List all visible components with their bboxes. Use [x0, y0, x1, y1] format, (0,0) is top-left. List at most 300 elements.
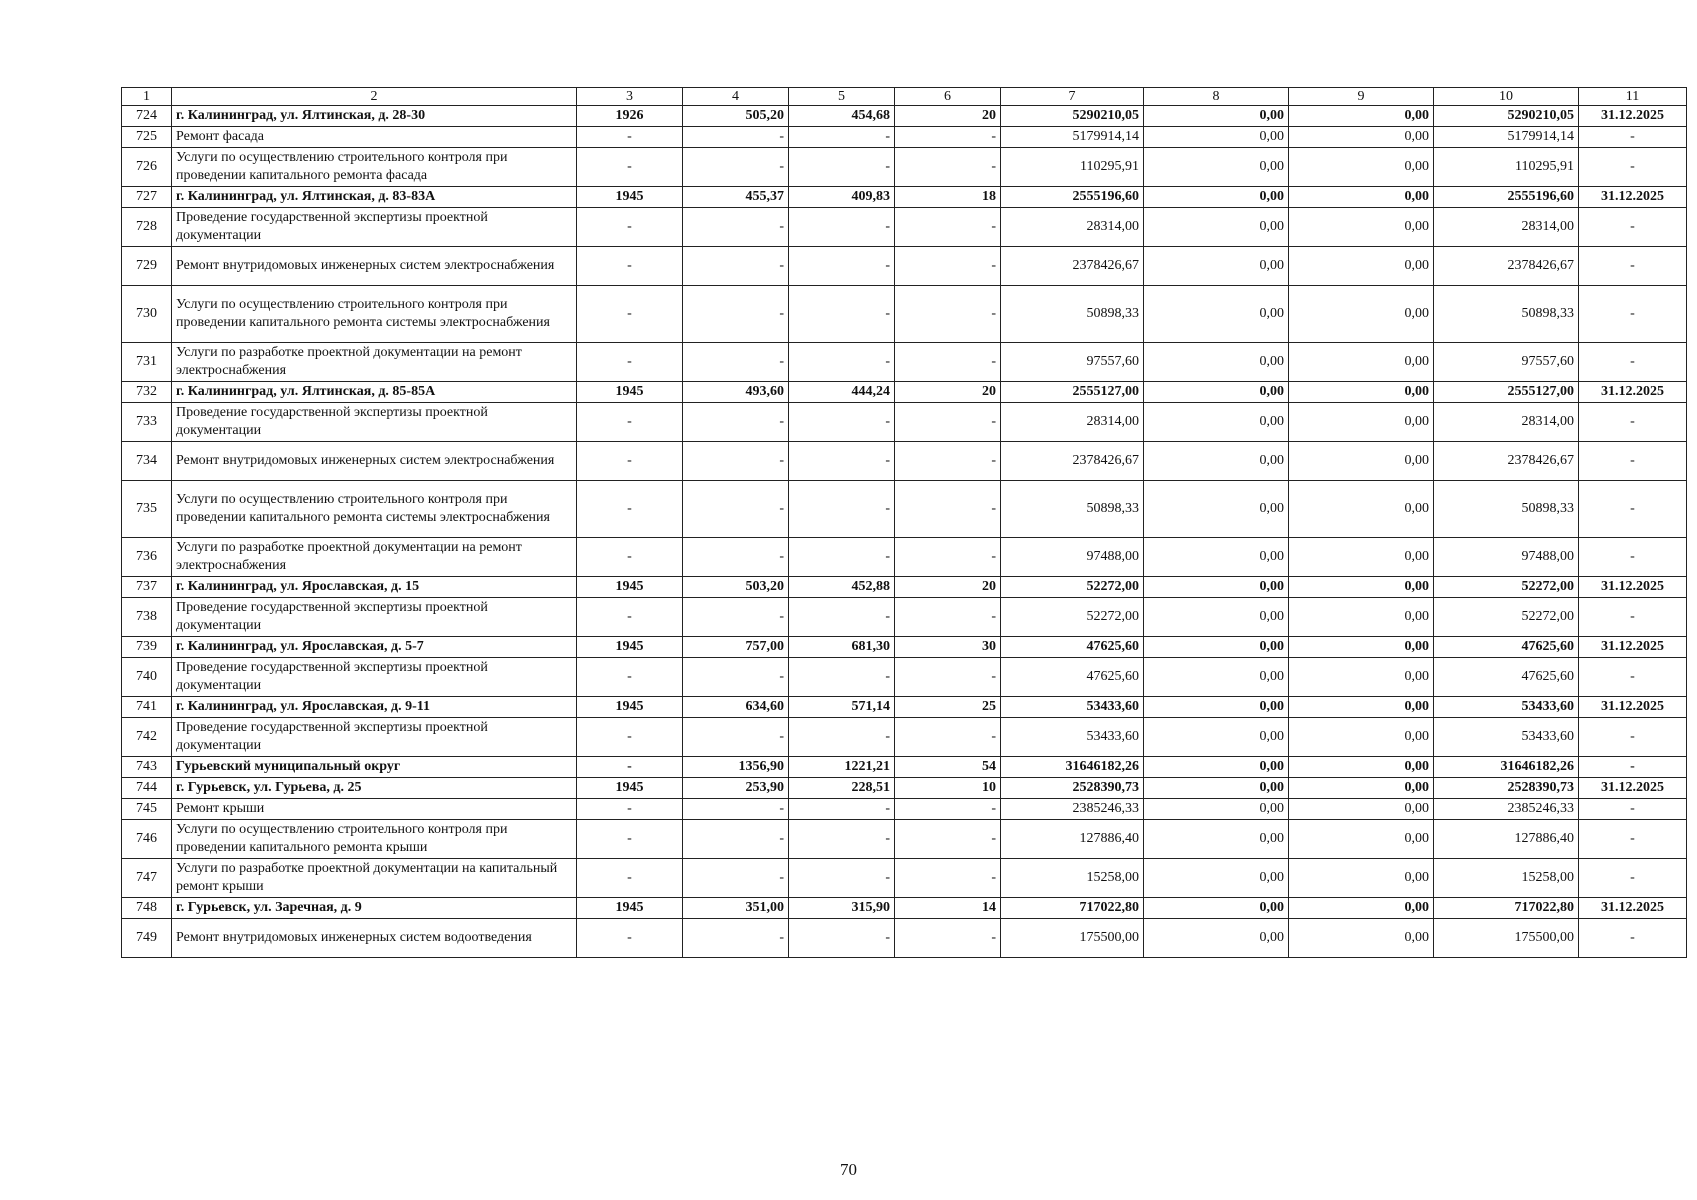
- year-cell: -: [577, 757, 683, 778]
- work-item-row: [122, 919, 1687, 958]
- total-area-cell: -: [683, 148, 789, 187]
- cost-col10-cell: 52272,00: [1434, 577, 1579, 598]
- work-item-row: [122, 247, 1687, 286]
- total-cost-cell: 97557,60: [1001, 343, 1144, 382]
- total-cost-cell: 2555127,00: [1001, 382, 1144, 403]
- cost-col10-cell: 28314,00: [1434, 208, 1579, 247]
- cost-col8-cell: 0,00: [1144, 898, 1289, 919]
- residents-cell: -: [895, 538, 1001, 577]
- residents-cell: -: [895, 148, 1001, 187]
- address-row: [122, 697, 1687, 718]
- cost-col8-cell: 0,00: [1144, 637, 1289, 658]
- cost-col8-cell: 0,00: [1144, 343, 1289, 382]
- row-number-cell: 732: [122, 382, 172, 403]
- row-number-cell: 739: [122, 637, 172, 658]
- description-cell: г. Гурьевск, ул. Гурьева, д. 25: [172, 778, 577, 799]
- deadline-cell: -: [1579, 859, 1687, 898]
- cost-col9-cell: 0,00: [1289, 187, 1434, 208]
- year-cell: 1945: [577, 778, 683, 799]
- year-cell: -: [577, 859, 683, 898]
- residents-cell: 18: [895, 187, 1001, 208]
- living-area-cell: 454,68: [789, 106, 895, 127]
- cost-col9-cell: 0,00: [1289, 208, 1434, 247]
- deadline-cell: -: [1579, 343, 1687, 382]
- cost-col8-cell: 0,00: [1144, 148, 1289, 187]
- cost-col8-cell: 0,00: [1144, 403, 1289, 442]
- cost-col8-cell: 0,00: [1144, 697, 1289, 718]
- cost-col9-cell: 0,00: [1289, 697, 1434, 718]
- column-header: 6: [895, 88, 1001, 106]
- column-header: 9: [1289, 88, 1434, 106]
- cost-col9-cell: 0,00: [1289, 658, 1434, 697]
- column-header: 11: [1579, 88, 1687, 106]
- column-header: 8: [1144, 88, 1289, 106]
- row-number-cell: 733: [122, 403, 172, 442]
- description-cell: Услуги по разработке проектной документации на капитальный ремонт крыши: [172, 859, 577, 898]
- cost-col8-cell: 0,00: [1144, 442, 1289, 481]
- row-number-cell: 729: [122, 247, 172, 286]
- residents-cell: -: [895, 343, 1001, 382]
- row-number-cell: 731: [122, 343, 172, 382]
- living-area-cell: -: [789, 538, 895, 577]
- column-header: 3: [577, 88, 683, 106]
- deadline-cell: -: [1579, 598, 1687, 637]
- cost-col10-cell: 2385246,33: [1434, 799, 1579, 820]
- cost-col8-cell: 0,00: [1144, 208, 1289, 247]
- deadline-cell: -: [1579, 148, 1687, 187]
- residents-cell: -: [895, 718, 1001, 757]
- description-cell: Услуги по разработке проектной документации на ремонт электроснабжения: [172, 538, 577, 577]
- address-row: [122, 577, 1687, 598]
- year-cell: 1945: [577, 637, 683, 658]
- description-cell: г. Калининград, ул. Ярославская, д. 9-11: [172, 697, 577, 718]
- deadline-cell: -: [1579, 127, 1687, 148]
- residents-cell: -: [895, 403, 1001, 442]
- cost-col10-cell: 127886,40: [1434, 820, 1579, 859]
- cost-col8-cell: 0,00: [1144, 919, 1289, 958]
- row-number-cell: 748: [122, 898, 172, 919]
- deadline-cell: -: [1579, 820, 1687, 859]
- total-area-cell: -: [683, 718, 789, 757]
- cost-col10-cell: 2528390,73: [1434, 778, 1579, 799]
- row-number-cell: 728: [122, 208, 172, 247]
- cost-col10-cell: 97557,60: [1434, 343, 1579, 382]
- repair-register-table: [121, 87, 1687, 958]
- total-cost-cell: 50898,33: [1001, 481, 1144, 538]
- year-cell: 1945: [577, 187, 683, 208]
- address-row: [122, 637, 1687, 658]
- total-area-cell: -: [683, 208, 789, 247]
- deadline-cell: -: [1579, 919, 1687, 958]
- description-cell: Ремонт внутридомовых инженерных систем электроснабжения: [172, 442, 577, 481]
- residents-cell: 20: [895, 382, 1001, 403]
- total-area-cell: -: [683, 658, 789, 697]
- deadline-cell: -: [1579, 442, 1687, 481]
- cost-col9-cell: 0,00: [1289, 919, 1434, 958]
- work-item-row: [122, 658, 1687, 697]
- living-area-cell: -: [789, 658, 895, 697]
- year-cell: -: [577, 208, 683, 247]
- cost-col10-cell: 15258,00: [1434, 859, 1579, 898]
- address-row: [122, 187, 1687, 208]
- deadline-cell: -: [1579, 538, 1687, 577]
- living-area-cell: -: [789, 799, 895, 820]
- cost-col10-cell: 53433,60: [1434, 697, 1579, 718]
- living-area-cell: 315,90: [789, 898, 895, 919]
- total-cost-cell: 52272,00: [1001, 598, 1144, 637]
- cost-col8-cell: 0,00: [1144, 106, 1289, 127]
- year-cell: -: [577, 403, 683, 442]
- total-area-cell: 253,90: [683, 778, 789, 799]
- residents-cell: -: [895, 799, 1001, 820]
- cost-col8-cell: 0,00: [1144, 718, 1289, 757]
- description-cell: Услуги по осуществлению строительного контроля при проведении капитального ремонта системы электроснабжения: [172, 481, 577, 538]
- deadline-cell: -: [1579, 757, 1687, 778]
- table-body: [122, 88, 1687, 958]
- year-cell: 1945: [577, 898, 683, 919]
- work-item-row: [122, 820, 1687, 859]
- description-cell: Проведение государственной экспертизы проектной документации: [172, 718, 577, 757]
- description-cell: Услуги по осуществлению строительного контроля при проведении капитального ремонта крыши: [172, 820, 577, 859]
- living-area-cell: -: [789, 919, 895, 958]
- deadline-cell: 31.12.2025: [1579, 778, 1687, 799]
- row-number-cell: 730: [122, 286, 172, 343]
- cost-col8-cell: 0,00: [1144, 538, 1289, 577]
- description-cell: Проведение государственной экспертизы проектной документации: [172, 598, 577, 637]
- deadline-cell: -: [1579, 718, 1687, 757]
- description-cell: Проведение государственной экспертизы проектной документации: [172, 658, 577, 697]
- cost-col8-cell: 0,00: [1144, 127, 1289, 148]
- living-area-cell: 409,83: [789, 187, 895, 208]
- cost-col10-cell: 717022,80: [1434, 898, 1579, 919]
- cost-col9-cell: 0,00: [1289, 718, 1434, 757]
- residents-cell: -: [895, 247, 1001, 286]
- cost-col9-cell: 0,00: [1289, 106, 1434, 127]
- cost-col8-cell: 0,00: [1144, 598, 1289, 637]
- work-item-row: [122, 208, 1687, 247]
- year-cell: -: [577, 919, 683, 958]
- year-cell: 1945: [577, 577, 683, 598]
- total-cost-cell: 97488,00: [1001, 538, 1144, 577]
- page-number: 70: [840, 1160, 857, 1179]
- cost-col9-cell: 0,00: [1289, 898, 1434, 919]
- cost-col9-cell: 0,00: [1289, 799, 1434, 820]
- total-area-cell: -: [683, 403, 789, 442]
- cost-col10-cell: 2555127,00: [1434, 382, 1579, 403]
- total-area-cell: 455,37: [683, 187, 789, 208]
- year-cell: -: [577, 481, 683, 538]
- address-row: [122, 757, 1687, 778]
- deadline-cell: -: [1579, 286, 1687, 343]
- year-cell: -: [577, 598, 683, 637]
- row-number-cell: 745: [122, 799, 172, 820]
- cost-col8-cell: 0,00: [1144, 382, 1289, 403]
- total-cost-cell: 5290210,05: [1001, 106, 1144, 127]
- year-cell: -: [577, 799, 683, 820]
- row-number-cell: 734: [122, 442, 172, 481]
- deadline-cell: -: [1579, 799, 1687, 820]
- deadline-cell: -: [1579, 208, 1687, 247]
- cost-col9-cell: 0,00: [1289, 637, 1434, 658]
- cost-col9-cell: 0,00: [1289, 481, 1434, 538]
- living-area-cell: -: [789, 598, 895, 637]
- cost-col10-cell: 97488,00: [1434, 538, 1579, 577]
- total-cost-cell: 110295,91: [1001, 148, 1144, 187]
- total-cost-cell: 52272,00: [1001, 577, 1144, 598]
- living-area-cell: -: [789, 247, 895, 286]
- year-cell: -: [577, 658, 683, 697]
- total-area-cell: 351,00: [683, 898, 789, 919]
- row-number-cell: 725: [122, 127, 172, 148]
- total-area-cell: -: [683, 799, 789, 820]
- living-area-cell: 681,30: [789, 637, 895, 658]
- residents-cell: 30: [895, 637, 1001, 658]
- total-area-cell: -: [683, 481, 789, 538]
- row-number-cell: 743: [122, 757, 172, 778]
- total-cost-cell: 2385246,33: [1001, 799, 1144, 820]
- row-number-cell: 738: [122, 598, 172, 637]
- year-cell: -: [577, 127, 683, 148]
- column-header: 10: [1434, 88, 1579, 106]
- year-cell: 1926: [577, 106, 683, 127]
- cost-col10-cell: 31646182,26: [1434, 757, 1579, 778]
- total-cost-cell: 127886,40: [1001, 820, 1144, 859]
- year-cell: -: [577, 718, 683, 757]
- residents-cell: -: [895, 442, 1001, 481]
- cost-col10-cell: 52272,00: [1434, 598, 1579, 637]
- year-cell: -: [577, 286, 683, 343]
- cost-col10-cell: 175500,00: [1434, 919, 1579, 958]
- residents-cell: -: [895, 598, 1001, 637]
- column-header: 5: [789, 88, 895, 106]
- total-cost-cell: 2555196,60: [1001, 187, 1144, 208]
- residents-cell: -: [895, 820, 1001, 859]
- year-cell: -: [577, 442, 683, 481]
- cost-col8-cell: 0,00: [1144, 286, 1289, 343]
- cost-col8-cell: 0,00: [1144, 187, 1289, 208]
- cost-col10-cell: 50898,33: [1434, 286, 1579, 343]
- total-cost-cell: 53433,60: [1001, 718, 1144, 757]
- cost-col9-cell: 0,00: [1289, 127, 1434, 148]
- description-cell: Ремонт фасада: [172, 127, 577, 148]
- cost-col9-cell: 0,00: [1289, 286, 1434, 343]
- living-area-cell: -: [789, 820, 895, 859]
- total-area-cell: -: [683, 820, 789, 859]
- total-area-cell: -: [683, 286, 789, 343]
- total-area-cell: 1356,90: [683, 757, 789, 778]
- cost-col8-cell: 0,00: [1144, 778, 1289, 799]
- cost-col9-cell: 0,00: [1289, 577, 1434, 598]
- work-item-row: [122, 718, 1687, 757]
- work-item-row: [122, 148, 1687, 187]
- total-cost-cell: 47625,60: [1001, 637, 1144, 658]
- total-area-cell: 634,60: [683, 697, 789, 718]
- cost-col9-cell: 0,00: [1289, 859, 1434, 898]
- work-item-row: [122, 481, 1687, 538]
- year-cell: 1945: [577, 697, 683, 718]
- deadline-cell: -: [1579, 481, 1687, 538]
- work-item-row: [122, 442, 1687, 481]
- row-number-cell: 740: [122, 658, 172, 697]
- total-cost-cell: 175500,00: [1001, 919, 1144, 958]
- row-number-cell: 736: [122, 538, 172, 577]
- cost-col9-cell: 0,00: [1289, 403, 1434, 442]
- cost-col9-cell: 0,00: [1289, 382, 1434, 403]
- row-number-cell: 737: [122, 577, 172, 598]
- cost-col8-cell: 0,00: [1144, 577, 1289, 598]
- living-area-cell: -: [789, 286, 895, 343]
- living-area-cell: -: [789, 148, 895, 187]
- residents-cell: 10: [895, 778, 1001, 799]
- residents-cell: -: [895, 208, 1001, 247]
- total-cost-cell: 2378426,67: [1001, 442, 1144, 481]
- total-cost-cell: 717022,80: [1001, 898, 1144, 919]
- description-cell: Ремонт внутридомовых инженерных систем электроснабжения: [172, 247, 577, 286]
- cost-col10-cell: 2378426,67: [1434, 247, 1579, 286]
- residents-cell: 20: [895, 577, 1001, 598]
- row-number-cell: 747: [122, 859, 172, 898]
- description-cell: г. Гурьевск, ул. Заречная, д. 9: [172, 898, 577, 919]
- cost-col10-cell: 2378426,67: [1434, 442, 1579, 481]
- living-area-cell: 1221,21: [789, 757, 895, 778]
- work-item-row: [122, 343, 1687, 382]
- total-area-cell: -: [683, 859, 789, 898]
- cost-col10-cell: 47625,60: [1434, 658, 1579, 697]
- total-cost-cell: 53433,60: [1001, 697, 1144, 718]
- work-item-row: [122, 538, 1687, 577]
- deadline-cell: 31.12.2025: [1579, 697, 1687, 718]
- cost-col9-cell: 0,00: [1289, 757, 1434, 778]
- cost-col10-cell: 28314,00: [1434, 403, 1579, 442]
- column-header: 4: [683, 88, 789, 106]
- residents-cell: 54: [895, 757, 1001, 778]
- year-cell: 1945: [577, 382, 683, 403]
- total-cost-cell: 2378426,67: [1001, 247, 1144, 286]
- cost-col8-cell: 0,00: [1144, 247, 1289, 286]
- description-cell: Услуги по осуществлению строительного контроля при проведении капитального ремонта фасада: [172, 148, 577, 187]
- deadline-cell: -: [1579, 658, 1687, 697]
- total-area-cell: -: [683, 247, 789, 286]
- description-cell: г. Калининград, ул. Ялтинская, д. 83-83А: [172, 187, 577, 208]
- description-cell: г. Калининград, ул. Ярославская, д. 5-7: [172, 637, 577, 658]
- deadline-cell: -: [1579, 403, 1687, 442]
- column-header: 1: [122, 88, 172, 106]
- cost-col9-cell: 0,00: [1289, 442, 1434, 481]
- total-area-cell: 757,00: [683, 637, 789, 658]
- year-cell: -: [577, 247, 683, 286]
- total-area-cell: 493,60: [683, 382, 789, 403]
- work-item-row: [122, 799, 1687, 820]
- living-area-cell: -: [789, 403, 895, 442]
- total-area-cell: 503,20: [683, 577, 789, 598]
- row-number-cell: 727: [122, 187, 172, 208]
- cost-col10-cell: 50898,33: [1434, 481, 1579, 538]
- year-cell: -: [577, 343, 683, 382]
- living-area-cell: -: [789, 442, 895, 481]
- address-row: [122, 382, 1687, 403]
- total-area-cell: -: [683, 343, 789, 382]
- address-row: [122, 778, 1687, 799]
- row-number-cell: 749: [122, 919, 172, 958]
- cost-col10-cell: 47625,60: [1434, 637, 1579, 658]
- residents-cell: -: [895, 859, 1001, 898]
- cost-col8-cell: 0,00: [1144, 799, 1289, 820]
- total-area-cell: -: [683, 598, 789, 637]
- row-number-cell: 726: [122, 148, 172, 187]
- row-number-cell: 724: [122, 106, 172, 127]
- living-area-cell: -: [789, 127, 895, 148]
- deadline-cell: 31.12.2025: [1579, 187, 1687, 208]
- row-number-cell: 735: [122, 481, 172, 538]
- row-number-cell: 742: [122, 718, 172, 757]
- cost-col10-cell: 5290210,05: [1434, 106, 1579, 127]
- total-cost-cell: 28314,00: [1001, 403, 1144, 442]
- residents-cell: -: [895, 286, 1001, 343]
- living-area-cell: -: [789, 481, 895, 538]
- description-cell: г. Калининград, ул. Ялтинская, д. 85-85А: [172, 382, 577, 403]
- row-number-cell: 746: [122, 820, 172, 859]
- cost-col9-cell: 0,00: [1289, 820, 1434, 859]
- residents-cell: -: [895, 919, 1001, 958]
- cost-col9-cell: 0,00: [1289, 148, 1434, 187]
- column-number-header-row: [122, 88, 1687, 106]
- work-item-row: [122, 859, 1687, 898]
- living-area-cell: 228,51: [789, 778, 895, 799]
- cost-col8-cell: 0,00: [1144, 820, 1289, 859]
- residents-cell: 25: [895, 697, 1001, 718]
- description-cell: г. Калининград, ул. Ялтинская, д. 28-30: [172, 106, 577, 127]
- living-area-cell: 571,14: [789, 697, 895, 718]
- total-area-cell: -: [683, 442, 789, 481]
- work-item-row: [122, 403, 1687, 442]
- address-row: [122, 898, 1687, 919]
- work-item-row: [122, 286, 1687, 343]
- address-row: [122, 106, 1687, 127]
- living-area-cell: -: [789, 343, 895, 382]
- cost-col8-cell: 0,00: [1144, 658, 1289, 697]
- total-area-cell: -: [683, 919, 789, 958]
- cost-col8-cell: 0,00: [1144, 859, 1289, 898]
- year-cell: -: [577, 538, 683, 577]
- total-area-cell: -: [683, 538, 789, 577]
- total-area-cell: -: [683, 127, 789, 148]
- residents-cell: -: [895, 658, 1001, 697]
- deadline-cell: 31.12.2025: [1579, 898, 1687, 919]
- description-cell: Гурьевский муниципальный округ: [172, 757, 577, 778]
- total-cost-cell: 5179914,14: [1001, 127, 1144, 148]
- description-cell: Услуги по осуществлению строительного контроля при проведении капитального ремонта системы электроснабжения: [172, 286, 577, 343]
- row-number-cell: 744: [122, 778, 172, 799]
- cost-col9-cell: 0,00: [1289, 343, 1434, 382]
- total-cost-cell: 31646182,26: [1001, 757, 1144, 778]
- residents-cell: -: [895, 127, 1001, 148]
- residents-cell: 20: [895, 106, 1001, 127]
- living-area-cell: 452,88: [789, 577, 895, 598]
- year-cell: -: [577, 148, 683, 187]
- deadline-cell: 31.12.2025: [1579, 637, 1687, 658]
- work-item-row: [122, 127, 1687, 148]
- row-number-cell: 741: [122, 697, 172, 718]
- column-header: 7: [1001, 88, 1144, 106]
- total-cost-cell: 28314,00: [1001, 208, 1144, 247]
- cost-col10-cell: 2555196,60: [1434, 187, 1579, 208]
- deadline-cell: 31.12.2025: [1579, 106, 1687, 127]
- cost-col8-cell: 0,00: [1144, 481, 1289, 538]
- residents-cell: -: [895, 481, 1001, 538]
- year-cell: -: [577, 820, 683, 859]
- living-area-cell: -: [789, 859, 895, 898]
- description-cell: г. Калининград, ул. Ярославская, д. 15: [172, 577, 577, 598]
